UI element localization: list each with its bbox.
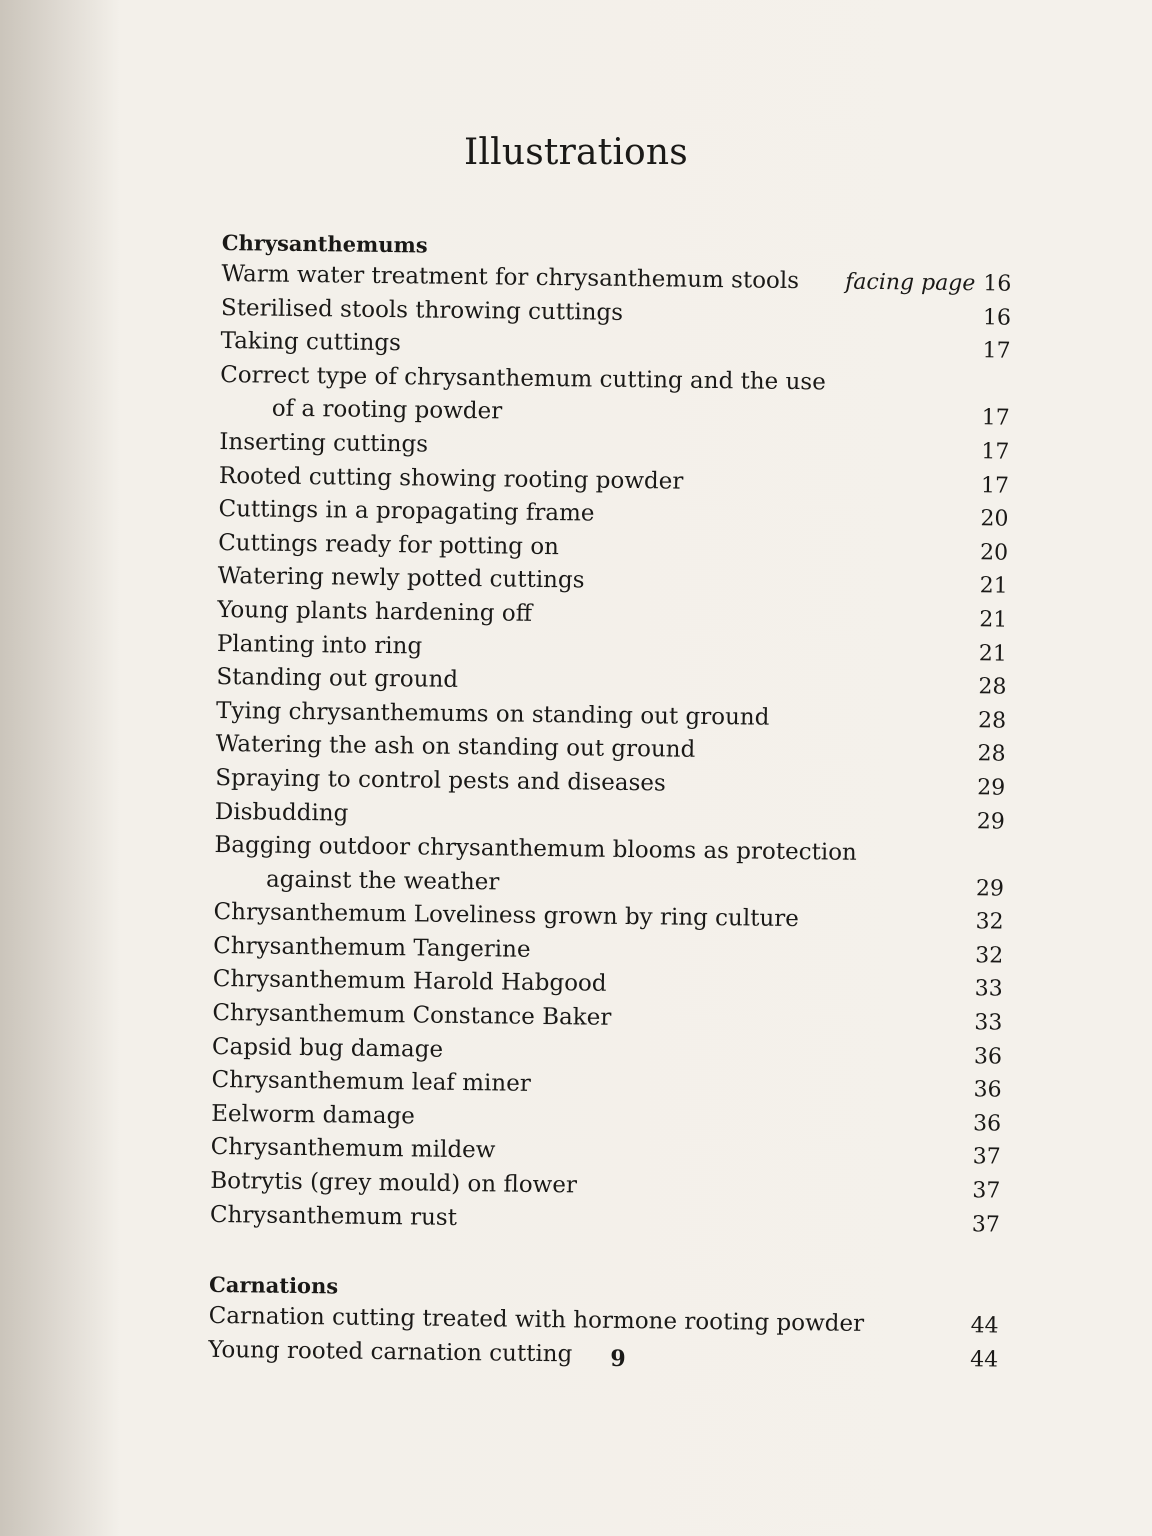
entry-caption: Sterilised stools throwing cuttings (220, 294, 624, 326)
entry-page-number (982, 402, 1010, 436)
entry-page-number (981, 435, 1009, 469)
page-number-value: 29 (975, 875, 1005, 902)
entry-page-number (973, 1107, 1001, 1141)
entry-page-number (977, 738, 1005, 772)
entry-caption: Eelworm damage (211, 1100, 416, 1130)
entry-caption: Botrytis (grey mould) on flower (210, 1167, 578, 1199)
entry-page-number (980, 502, 1008, 536)
page-number-value: 37 (972, 1144, 1001, 1171)
entry-caption: Disbudding (214, 798, 349, 827)
entry-caption: Cuttings ready for potting on (217, 529, 560, 560)
entry-page-number (979, 637, 1007, 671)
entry-page-number (974, 1040, 1002, 1074)
page-number-value: 29 (977, 775, 1006, 801)
entry-caption-continued: of a rooting powder (271, 395, 503, 425)
entry-page-number (972, 1174, 1000, 1208)
entry-page-number (972, 1208, 1000, 1242)
entry-caption: Bagging outdoor chrysanthemum blooms as protection (214, 832, 857, 866)
page-number-value: 44 (970, 1347, 999, 1373)
illustrations-list (208, 228, 1012, 1377)
page-number-value: 21 (979, 573, 1008, 599)
entry-page-number (972, 1141, 1000, 1175)
spine-shadow (0, 0, 120, 1536)
entry-page-number (976, 872, 1004, 906)
page-number: 9 (610, 1346, 626, 1372)
facing-page-label: facing page (845, 269, 976, 297)
entry-caption: Tying chrysanthemums on standing out ground (215, 697, 770, 731)
entry-caption: Chrysanthemum rust (209, 1201, 458, 1231)
page-number-value: 28 (977, 707, 1007, 734)
page-number-value: 44 (970, 1313, 999, 1339)
entry-page-number (977, 771, 1005, 805)
entry-caption: Chrysanthemum Loveliness grown by ring culture (213, 899, 799, 933)
entry-caption: Chrysanthemum mildew (210, 1134, 496, 1164)
entry-page-number (983, 301, 1011, 335)
entry-caption: Carnation cutting treated with hormone rooting powder (208, 1303, 865, 1338)
entry-caption: Young rooted carnation cutting (208, 1336, 573, 1368)
page-number-value: 36 (973, 1077, 1002, 1103)
entry-page-number (978, 670, 1006, 704)
entry-caption-continued: against the weather (265, 866, 500, 896)
section-heading-chrysanthemums: Chrysanthemums (221, 229, 428, 258)
entry-caption: Rooted cutting showing rooting powder (218, 462, 684, 495)
entry-page-number (974, 1006, 1002, 1040)
page-number-value: 28 (977, 741, 1006, 767)
page-number-value: 36 (973, 1043, 1003, 1070)
entry-caption: Planting into ring (216, 630, 423, 660)
entry-caption: Standing out ground (216, 664, 459, 694)
entry-caption: Spraying to control pests and diseases (215, 764, 666, 797)
page-number-value: 36 (972, 1111, 1002, 1137)
entry-page-number (845, 266, 1012, 302)
entry-caption: Chrysanthemum Harold Habgood (212, 966, 607, 998)
entry-page-number (973, 1073, 1001, 1107)
entry-caption: Taking cuttings (220, 328, 402, 357)
entry-caption: Chrysanthemum Constance Baker (212, 1000, 612, 1031)
section-heading-carnations: Carnations (208, 1272, 339, 1299)
entry-caption: Inserting cuttings (219, 428, 429, 458)
entry-caption: Cuttings in a propagating frame (218, 496, 595, 527)
page-title: Illustrations (464, 132, 688, 173)
entry-page-number (980, 536, 1008, 570)
page-number-value: 21 (978, 640, 1008, 667)
entry-caption: Correct type of chrysanthemum cutting and the use (220, 361, 826, 396)
page-number-value: 32 (975, 943, 1004, 969)
page-number-value: 33 (974, 1010, 1003, 1036)
entry-page-number (975, 973, 1003, 1007)
entry-page-number (982, 334, 1010, 368)
entry-caption: Watering the ash on standing out ground (215, 731, 696, 764)
page-number-value: 17 (980, 472, 1010, 499)
entry-page-number (975, 906, 1003, 940)
page-number-value: 28 (978, 674, 1007, 700)
entry-caption: Watering newly potted cuttings (217, 563, 585, 594)
page-number-value: 29 (976, 808, 1005, 835)
page-number-value: 33 (974, 976, 1003, 1003)
page-number-value: 16 (982, 304, 1012, 331)
chrysanthemums-list (210, 258, 1012, 1242)
entry-page-number (979, 603, 1007, 637)
entry-page-number (979, 570, 1007, 604)
entry-caption: Warm water treatment for chrysanthemum stools (221, 260, 800, 295)
entry-page-number (981, 469, 1009, 503)
page-number-value: 21 (979, 607, 1008, 633)
page-number-value: 32 (975, 909, 1004, 935)
page-number-value: 20 (980, 506, 1009, 532)
page-number-value: 37 (971, 1211, 1001, 1238)
entry-page-number (975, 939, 1003, 973)
entry-caption: Young plants hardening off (217, 596, 533, 627)
entry-page-number (978, 704, 1006, 738)
list-item (214, 829, 1005, 906)
entry-page-number (970, 1309, 998, 1343)
entry-page-number (977, 805, 1005, 839)
page-number-value: 20 (979, 540, 1009, 566)
page-number-value: 37 (972, 1178, 1001, 1204)
page-number-value: 17 (982, 338, 1011, 364)
entry-caption: Chrysanthemum leaf miner (211, 1067, 531, 1098)
page-number-value: 16 (983, 271, 1012, 297)
list-item (220, 359, 1011, 436)
entry-caption: Chrysanthemum Tangerine (213, 932, 531, 963)
page-number-value: 17 (981, 439, 1010, 465)
page-number-value: 17 (981, 405, 1010, 432)
entry-caption: Capsid bug damage (211, 1033, 444, 1063)
